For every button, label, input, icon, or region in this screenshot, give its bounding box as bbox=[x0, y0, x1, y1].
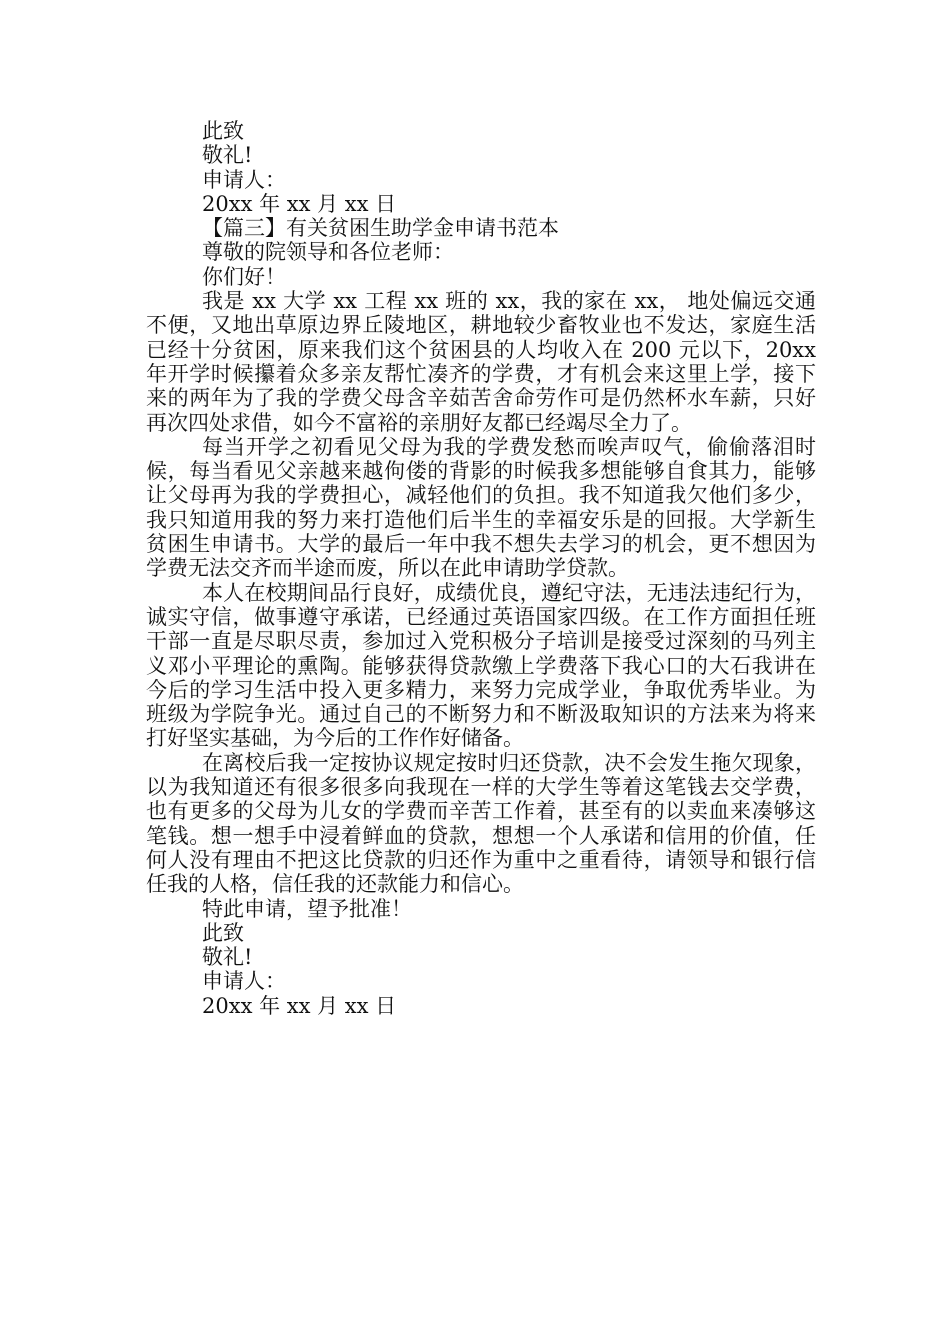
applicant-label-top: 申请人： bbox=[202, 167, 286, 192]
body-paragraph-1: 我是 xx 大学 xx 工程 xx 班的 xx，我的家在 xx， 地处偏远交通不便，又地出草原边界丘陵地区，耕地较少畜牧业也不发达，家庭生活已经十分贫困，原来我们这个贫困县的人均收入在 200 元以下，20xx 年开学时候攥着众多亲友帮忙凑齐的学费，才有机会来这里上学，接下来的两年为了我的学费父母含辛茹苦舍命劳作可是仍然杯水车薪，只好再次四处求借，如今不富裕的亲朋好友都已经竭尽全力了。 bbox=[146, 289, 816, 435]
closing-salute: 敬礼! bbox=[202, 945, 253, 970]
closing-regards-top: 此致 bbox=[202, 119, 244, 143]
body-paragraph-3: 本人在校期间品行良好，成绩优良，遵纪守法，无违法违纪行为，诚实守信，做事遵守承诺，已经通过英语国家四级。在工作方面担任班干部一直是尽职尽责，参加过入党积极分子培训是接受过深刻的马列主义邓小平理论的熏陶。能够获得贷款缴上学费落下我心口的大石我讲在今后的学习生活中投入更多精力，来努力完成学业，争取优秀毕业。为班级为学院争光。通过自己的不断努力和不断汲取知识的方法来为将来打好坚实基础，为今后的工作作好储备。 bbox=[146, 580, 816, 751]
date-line-top: 20xx 年 xx 月 xx 日 bbox=[202, 191, 397, 216]
salutation: 尊敬的院领导和各位老师： bbox=[202, 240, 454, 265]
closing-regards: 此致 bbox=[202, 920, 244, 945]
greeting: 你们好！ bbox=[202, 264, 286, 289]
document-page bbox=[146, 119, 816, 1018]
body-paragraph-2: 每当开学之初看见父母为我的学费发愁而唉声叹气，偷偷落泪时候，每当看见父亲越来越佝偻的背影的时候我多想能够自食其力，能够让父母再为我的学费担心，减轻他们的负担。我不知道我欠他们多少，我只知道用我的努力来打造他们后半生的幸福安乐是的回报。大学新生贫困生申请书。大学的最后一年中我不想失去学习的机会，更不想因为学费无法交齐而半途而废，所以在此申请助学贷款。 bbox=[146, 434, 816, 581]
body-paragraph-4: 在离校后我一定按协议规定按时归还贷款，决不会发生拖欠现象，以为我知道还有很多很多向我现在一样的大学生等着这笔钱去交学费，也有更多的父母为儿女的学费而辛苦工作着，甚至有的以卖血来凑够这笔钱。想一想手中浸着鲜血的贷款，想想一个人承诺和信用的价值，任何人没有理由不把这比贷款的归还作为重中之重看待，请领导和银行信任我的人格，信任我的还款能力和信心。 bbox=[146, 750, 816, 897]
date-line: 20xx 年 xx 月 xx 日 bbox=[202, 993, 397, 1018]
closing-request: 特此申请，望予批准！ bbox=[202, 896, 412, 921]
closing-salute-top: 敬礼! bbox=[202, 143, 253, 168]
applicant-label: 申请人： bbox=[202, 969, 286, 994]
section-title: 【篇三】有关贫困生助学金申请书范本 bbox=[202, 216, 559, 241]
